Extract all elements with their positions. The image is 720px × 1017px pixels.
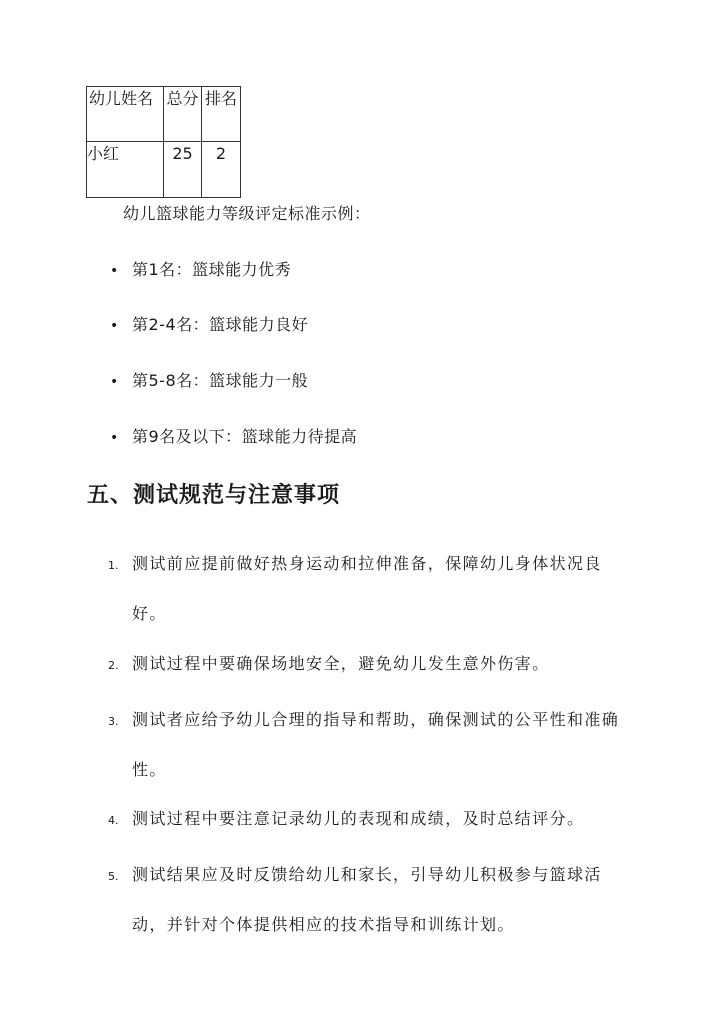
grade-item-text: 第2-4名：篮球能力良好 (132, 315, 309, 334)
table-row (87, 142, 241, 198)
note-text: 测试过程中要确保场地安全，避免幼儿发生意外伤害。 (132, 654, 550, 673)
bullet-icon: • (110, 263, 119, 279)
note-number: 5. (108, 870, 119, 883)
cell-total: 25 (164, 142, 202, 198)
grade-item-text: 第1名：篮球能力优秀 (132, 260, 292, 279)
cell-rank: 2 (202, 142, 241, 198)
bullet-icon: • (110, 318, 119, 334)
score-table (86, 86, 241, 198)
list-item (110, 314, 308, 337)
cell-name: 小红 (87, 142, 164, 198)
table-header-row (87, 87, 241, 142)
list-item (110, 370, 308, 393)
note-text: 测试结果应及时反馈给幼儿和家长，引导幼儿积极参与篮球活动，并针对个体提供相应的技术指导和训练计划。 (132, 865, 602, 934)
header-cell-rank: 排名 (202, 87, 241, 142)
note-text: 测试者应给予幼儿合理的指导和帮助，确保测试的公平性和准确性。 (132, 710, 620, 779)
note-number: 3. (108, 715, 119, 728)
list-item (110, 426, 357, 449)
header-cell-name: 幼儿姓名 (87, 87, 164, 142)
grade-item-text: 第5-8名：篮球能力一般 (132, 371, 309, 390)
section-heading: 五、测试规范与注意事项 (87, 483, 341, 508)
header-cell-total: 总分 (164, 87, 202, 142)
note-text: 测试过程中要注意记录幼儿的表现和成绩，及时总结评分。 (132, 809, 585, 828)
note-number: 4. (108, 814, 119, 827)
list-item (110, 259, 291, 282)
bullet-icon: • (110, 374, 119, 390)
note-text: 测试前应提前做好热身运动和拉伸准备，保障幼儿身体状况良好。 (132, 554, 602, 623)
note-number: 2. (108, 659, 119, 672)
note-number: 1. (108, 559, 119, 572)
grade-item-text: 第9名及以下：篮球能力待提高 (132, 427, 358, 446)
grade-standard-title: 幼儿篮球能力等级评定标准示例： (123, 204, 371, 223)
bullet-icon: • (110, 430, 119, 446)
